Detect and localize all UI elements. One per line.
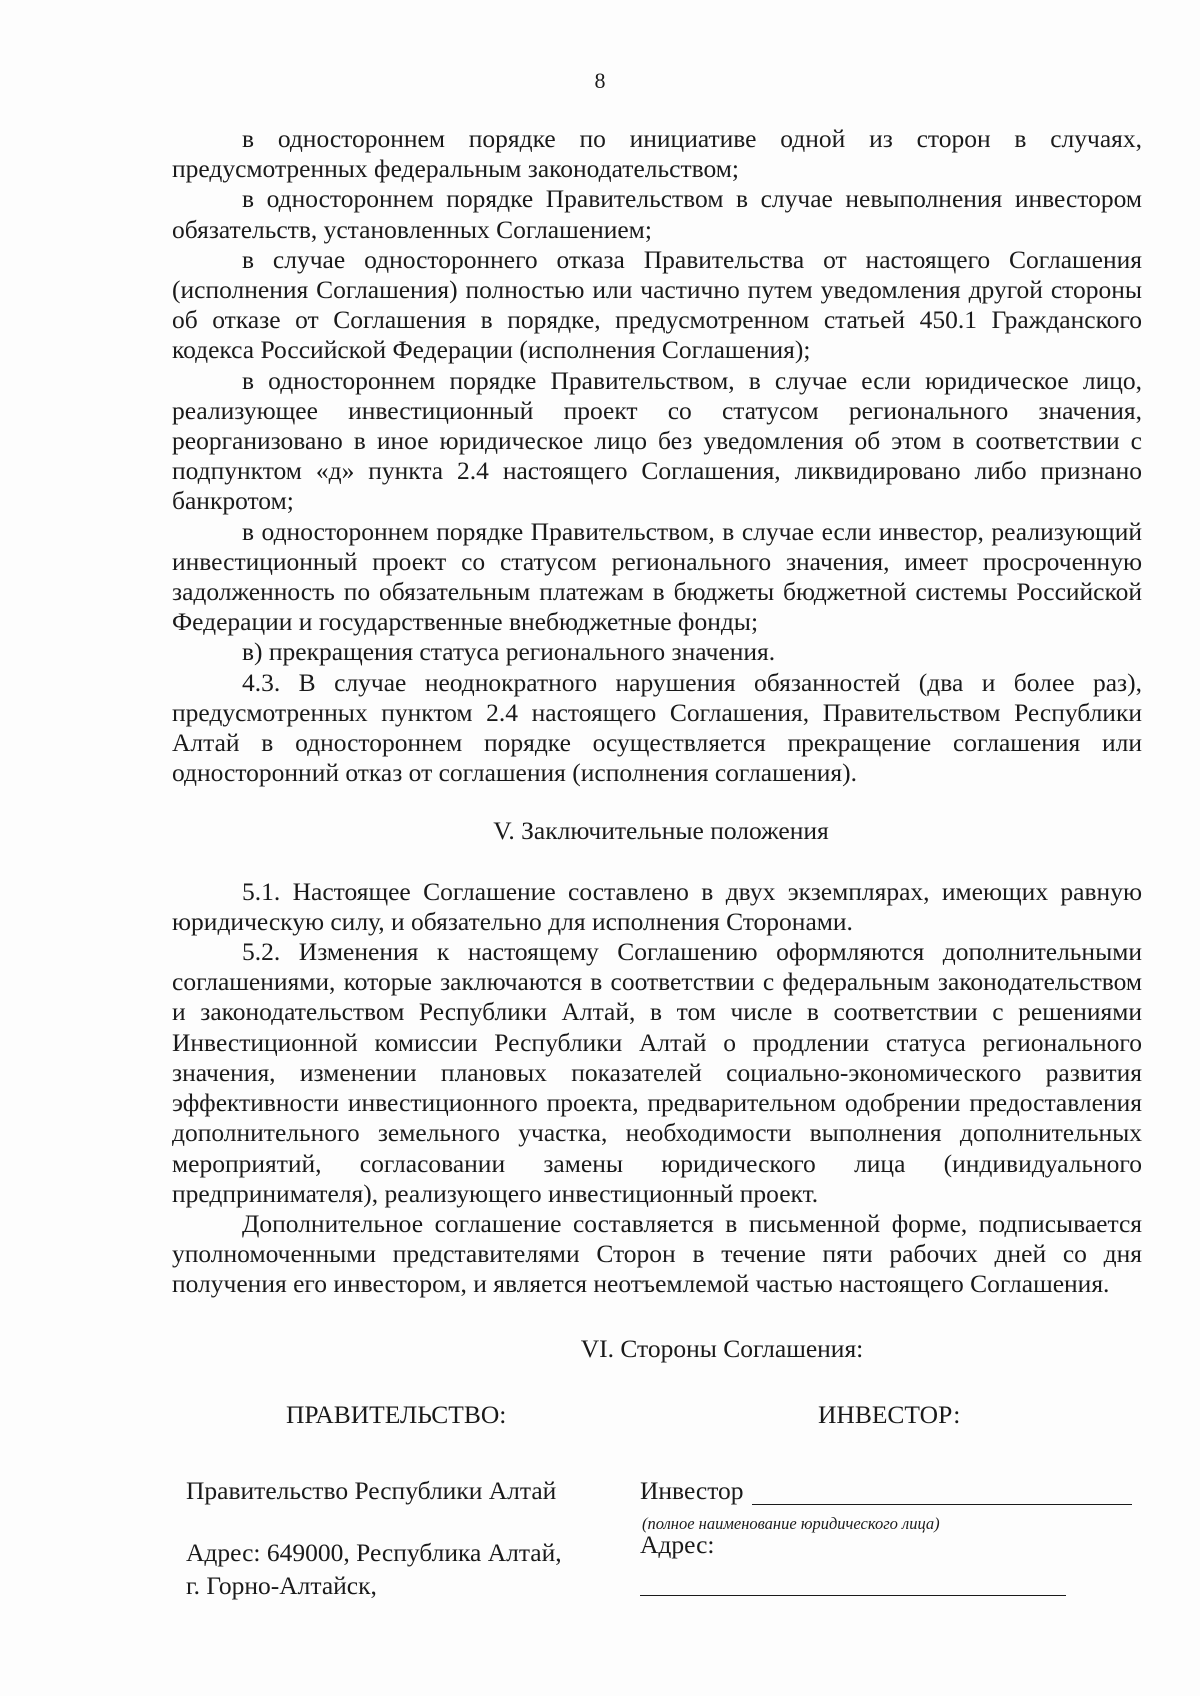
government-title: ПРАВИТЕЛЬСТВО:	[286, 1400, 507, 1429]
paragraph-reorganization: в одностороннем порядке Правительством, в случае если юридическое лицо, реализующее инвестиционный проект со статусом регионального значения, реорганизовано в иное юридическое лицо без уведомления об этом в соответствии с подпунктом «д» пункта 2.4 настоящего Соглашения, ликвидировано либо признано банкротом;	[172, 365, 1142, 516]
investor-title: ИНВЕСТОР:	[818, 1400, 961, 1429]
paragraph-government-refusal: в случае одностороннего отказа Правительства от настоящего Соглашения (исполнения Соглашения) полностью или частично путем уведомления другой стороны об отказе от Соглашения в порядке, предусмотренном статьей 450.1 Гражданского кодекса Российской Федерации (исполнения Соглашения);	[172, 244, 1142, 365]
page-number: 8	[594, 68, 606, 93]
paragraph-unilateral-initiative: в одностороннем порядке по инициативе одной из сторон в случаях, предусмотренных федеральным законодательством;	[172, 124, 1142, 184]
investor-name-hint: (полное наименование юридического лица)	[642, 1514, 940, 1533]
government-address	[186, 1536, 562, 1602]
government-address-line-2: г. Горно-Алтайск,	[186, 1571, 377, 1600]
government-name: Правительство Республики Алтай	[186, 1476, 557, 1505]
paragraph-4-3: 4.3. В случае неоднократного нарушения обязанностей (два и более раз), предусмотренных пунктом 2.4 настоящего Соглашения, Правительством Республики Алтай в одностороннем порядке осуществляется прекращение соглашения или односторонний отказ от соглашения (исполнения соглашения).	[172, 667, 1142, 788]
paragraph-investor-nonperformance: в одностороннем порядке Правительством в случае невыполнения инвестором обязательств, установленных Соглашением;	[172, 184, 1142, 244]
paragraph-5-2: 5.2. Изменения к настоящему Соглашению оформляются дополнительными соглашениями, которые заключаются в соответствии с федеральным законодательством и законодательством Республики Алтай, в том числе в соответствии с решениями Инвестиционной комиссии Республики Алтай о продлении статуса регионального значения, изменении плановых показателей социально-экономического развития эффективности инвестиционного проекта, предварительном одобрении предоставления дополнительного земельного участка, необходимости выполнения дополнительных мероприятий, согласовании замены юридического лица (индивидуального предпринимателя), реализующего инвестиционный проект.	[172, 937, 1142, 1208]
investor-label: Инвестор	[640, 1476, 744, 1505]
paragraph-overdue-debt: в одностороннем порядке Правительством, в случае если инвестор, реализующий инвестиционный проект со статусом регионального значения, имеет просроченную задолженность по обязательным платежам в бюджеты бюджетной системы Российской Федерации и государственные внебюджетные фонды;	[172, 516, 1142, 637]
paragraph-status-termination: в) прекращения статуса регионального значения.	[242, 637, 776, 667]
paragraph-5-1: 5.1. Настоящее Соглашение составлено в двух экземплярах, имеющих равную юридическую силу, и обязательно для исполнения Сторонами.	[172, 876, 1142, 936]
government-address-line-1: Адрес: 649000, Республика Алтай,	[186, 1538, 562, 1567]
investor-address-blank-line	[640, 1595, 1066, 1596]
section-6-heading: VI. Стороны Соглашения:	[580, 1333, 864, 1363]
investor-address-label: Адрес:	[640, 1530, 715, 1559]
section-5-heading: V. Заключительные положения	[493, 816, 829, 846]
investor-name-blank-line	[752, 1504, 1132, 1505]
paragraph-additional-agreement: Дополнительное соглашение составляется в письменной форме, подписывается уполномоченными представителями Сторон в течение пяти рабочих дней со дня получения его инвестором, и является неотъемлемой частью настоящего Соглашения.	[172, 1208, 1142, 1299]
